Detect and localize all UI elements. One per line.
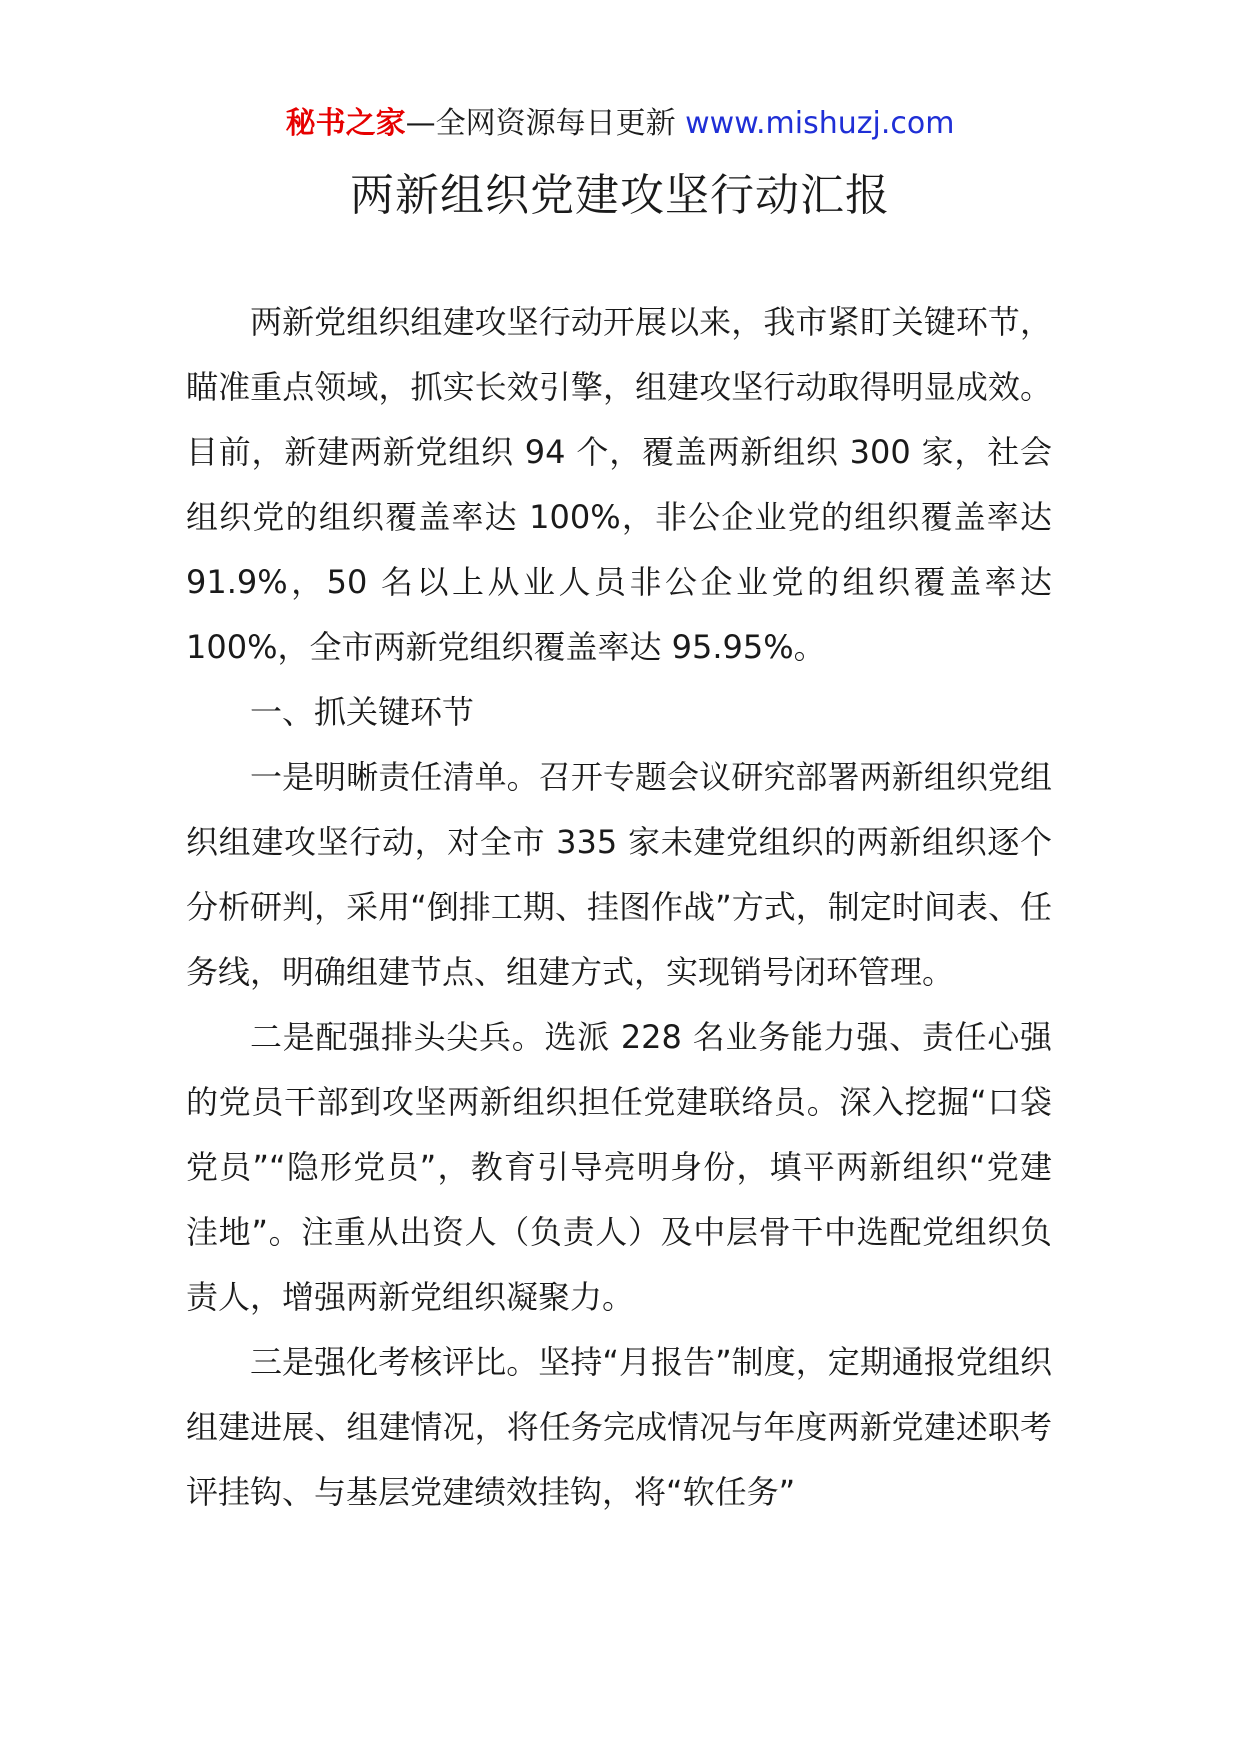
- paragraph-intro: 两新党组织组建攻坚行动开展以来，我市紧盯关键环节，瞄准重点领域，抓实长效引擎，组建攻坚行动取得明显成效。目前，新建两新党组织 94 个，覆盖两新组织 300 家，社会组织党的组织覆盖率达 100%，非公企业党的组织覆盖率达 91.9%，50 名以上从业人员非公企业党的组织覆盖率达 100%，全市两新党组织覆盖率达 95.95%。: [186, 303, 1052, 666]
- document-body: [186, 290, 1052, 1525]
- paragraph-vanguard: 二是配强排头尖兵。选派 228 名业务能力强、责任心强的党员干部到攻坚两新组织担任党建联络员。深入挖掘“口袋党员”“隐形党员”，教育引导亮明身份，填平两新组织“党建洼地”。注重从出资人（负责人）及中层骨干中选配党组织负责人，增强两新党组织凝聚力。: [186, 1018, 1052, 1316]
- paragraph-assessment: 三是强化考核评比。坚持“月报告”制度，定期通报党组织组建进展、组建情况，将任务完成情况与年度两新党建述职考评挂钩、与基层党建绩效挂钩，将“软任务”: [186, 1343, 1052, 1511]
- site-header: [0, 104, 1240, 144]
- site-slogan: —全网资源每日更新: [405, 106, 686, 141]
- site-brand: 秘书之家: [285, 106, 406, 141]
- section-heading-1: 一、抓关键环节: [250, 693, 475, 731]
- document-title: 两新组织党建攻坚行动汇报: [350, 170, 890, 221]
- site-url-link[interactable]: www.mishuzj.com: [685, 106, 955, 141]
- paragraph-responsibility-list: 一是明晰责任清单。召开专题会议研究部署两新组织党组织组建攻坚行动，对全市 335 家未建党组织的两新组织逐个分析研判，采用“倒排工期、挂图作战”方式，制定时间表、任务线，明确组建节点、组建方式，实现销号闭环管理。: [186, 758, 1052, 991]
